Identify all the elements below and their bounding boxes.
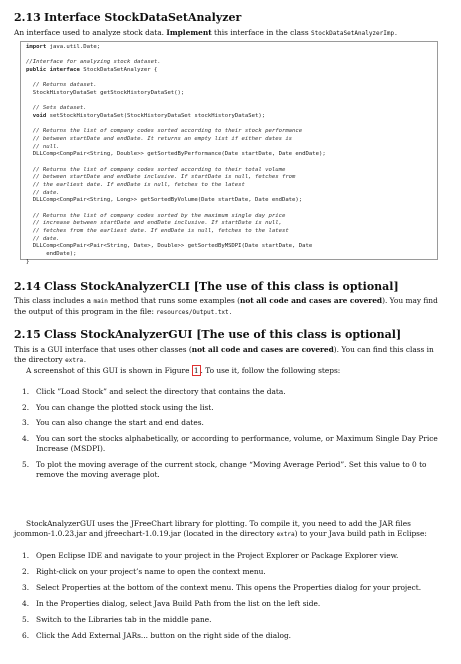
code-comment: // Returns the list of company codes sorted according to their total volume	[26, 166, 286, 173]
code-comment: // between startDate and endDate inclusive. If startDate is null, fetches from	[26, 174, 296, 181]
intro-text: An interface used to analyze stock data.	[14, 28, 164, 37]
code-text: DLLComp<CompPair<Pair<String, Date>, Double>> getSortedByMSDPI(Date startDate, Date	[26, 243, 313, 250]
list-item-number: 1.	[22, 551, 30, 560]
code-comment: // date.	[26, 235, 60, 242]
section-number: 2.14	[14, 280, 41, 293]
section-title: Class StockAnalyzerCLI [The use of this class is optional]	[44, 280, 399, 293]
list-item-text: Right-click on your project’s name to open the context menu.	[36, 566, 266, 576]
list-item	[14, 583, 446, 593]
inline-code-extra: extra	[276, 531, 295, 539]
code-listing	[20, 41, 438, 265]
code-comment: // Sets dataset.	[26, 105, 87, 112]
inline-code-file: resources/Output.txt.	[156, 309, 233, 317]
code-comment: // null.	[26, 143, 60, 150]
paragraph-bold: not all code and cases are covered	[191, 345, 334, 354]
paragraph-text-3: ). You may find the output of this program in the file:	[14, 296, 438, 317]
code-line	[26, 144, 432, 152]
section-number: 2.15	[14, 328, 41, 341]
list-item-text: You can change the plotted stock using the list.	[36, 402, 214, 412]
code-text: }	[26, 258, 30, 265]
code-line	[26, 105, 432, 113]
paragraph-text: StockAnalyzerGUI uses the JFreeChart library for plotting. To compile it, you need to add the JAR files jcommon-1.0.23.jar and jfreechart-1.0.19.jar (located in the directory	[14, 519, 411, 539]
list-item	[14, 551, 446, 561]
section-2-14-paragraph	[14, 296, 446, 319]
list-item	[14, 460, 446, 481]
list-item	[14, 418, 446, 428]
list-item	[14, 615, 446, 625]
list-item	[14, 434, 446, 455]
list-item-number: 3.	[22, 582, 30, 592]
section-heading-2-13	[14, 11, 241, 24]
gui-steps-list	[14, 387, 446, 481]
code-line	[26, 90, 432, 98]
section-heading-2-15	[14, 328, 401, 341]
list-item-number: 5.	[22, 614, 30, 624]
code-line	[26, 220, 432, 228]
code-line	[26, 182, 432, 190]
code-line	[26, 151, 432, 159]
list-item-text: Click ”Load Stock” and select the directory that contains the data.	[36, 387, 286, 396]
code-text: java.util.Date;	[46, 44, 101, 50]
code-keyword: public interface	[26, 67, 80, 74]
list-item-number: 2.	[22, 402, 30, 412]
code-line	[26, 113, 432, 121]
list-item-text: Open Eclipse IDE and navigate to your project in the Project Explorer or Package Explorer view.	[36, 551, 399, 560]
paragraph-bold: not all code and cases are covered	[239, 296, 383, 305]
section-2-13-intro	[14, 28, 446, 39]
list-item-text: To plot the moving average of the current stock, change “Moving Average Period”. Set this value to 0 to remove the moving average plot.	[36, 459, 427, 480]
list-item-number: 2.	[22, 566, 30, 576]
code-comment: // Returns the list of company codes sorted by the maximum single day price	[26, 212, 286, 219]
code-comment: // date.	[26, 189, 60, 196]
code-line	[26, 213, 432, 221]
code-text: StockHistoryDataSet getStockHistoryDataSet();	[26, 90, 185, 97]
list-item-number: 5.	[22, 459, 30, 469]
list-item-text: Switch to the Libraries tab in the middle pane.	[36, 614, 212, 624]
figure-reference-link[interactable]: 1	[193, 366, 199, 375]
list-item-number: 6.	[22, 630, 30, 640]
paragraph-text-2: . To use it, follow the following steps:	[200, 366, 341, 375]
list-item	[14, 567, 446, 577]
section-2-15-paragraph-3	[14, 519, 446, 541]
code-line	[26, 128, 432, 136]
list-item-text: In the Properties dialog, select Java Build Path from the list on the left side.	[36, 598, 321, 608]
code-line	[26, 44, 432, 52]
section-heading-2-14	[14, 280, 399, 293]
code-line	[26, 228, 432, 236]
paragraph-text: A screenshot of this GUI is shown in Figure	[26, 366, 190, 375]
code-line	[26, 98, 432, 106]
code-line	[26, 67, 432, 75]
code-text: setStockHistoryDataSet(StockHistoryDataSet stockHistoryDataSet);	[46, 113, 266, 120]
code-line	[26, 251, 432, 259]
list-item	[14, 599, 446, 609]
paragraph-text: This is a GUI interface that uses other classes (	[14, 345, 192, 354]
inline-code-extra: extra.	[65, 357, 87, 365]
paragraph-text-2: method that runs some examples (	[110, 296, 240, 305]
code-line	[26, 190, 432, 198]
code-comment: // Returns dataset.	[26, 82, 97, 89]
section-number: 2.13	[14, 11, 41, 24]
code-line	[26, 52, 432, 60]
list-item	[14, 631, 446, 641]
list-item-text: You can also change the start and end dates.	[36, 418, 204, 428]
section-title: Class StockAnalyzerGUI [The use of this class is optional]	[44, 328, 402, 341]
section-title: Interface StockDataSetAnalyzer	[44, 11, 242, 24]
code-text: DLLComp<CompPair<String, Double>> getSortedByPerformance(Date startDate, Date endDate);	[26, 151, 326, 158]
code-text	[26, 113, 33, 119]
list-item	[14, 403, 446, 413]
paragraph-text-2: ) to your Java build path in Eclipse:	[294, 529, 427, 539]
code-keyword: void	[32, 113, 47, 120]
section-2-15-paragraph-2	[14, 366, 446, 376]
list-item	[14, 387, 446, 397]
paragraph-text: This class includes a	[14, 296, 92, 305]
code-line	[26, 197, 432, 205]
code-line	[26, 136, 432, 144]
intro-class-name: StockDataSetAnalyzerImp.	[311, 30, 398, 37]
list-item-text: Select Properties at the bottom of the context menu. This opens the Properties dialog for your project.	[36, 582, 422, 592]
inline-code-main: main	[93, 298, 108, 305]
list-item-number: 3.	[22, 418, 30, 428]
list-item-number: 4.	[22, 433, 30, 443]
code-line	[26, 236, 432, 244]
code-line	[26, 205, 432, 213]
list-item-text: You can sort the stocks alphabetically, or according to performance, volume, or Maximum Single Day Price Increase (MSDPI).	[36, 433, 438, 454]
code-text: StockDataSetAnalyzer {	[79, 67, 158, 74]
eclipse-steps-list	[14, 551, 446, 646]
code-comment: //Interface for analyzing stock dataset.	[26, 59, 161, 66]
paragraph-text-2: ). You can find this class in the directory	[14, 345, 434, 365]
section-2-15-paragraph-1	[14, 345, 446, 367]
code-comment: // between startDate and endDate. It returns an empty list if either dates is	[26, 136, 293, 143]
code-line	[26, 243, 432, 251]
code-keyword: import	[26, 44, 47, 50]
code-text: DLLComp<CompPair<String, Long>> getSortedByVolume(Date startDate, Date endDate);	[26, 197, 303, 204]
intro-text-2: this interface in the class	[213, 28, 309, 37]
code-comment: // Returns the list of company codes sorted according to their stock performance	[26, 128, 303, 135]
list-item-number: 4.	[22, 598, 30, 608]
list-item-number: 1.	[22, 387, 30, 396]
code-line	[26, 75, 432, 83]
code-line	[26, 59, 432, 67]
code-line	[26, 159, 432, 167]
intro-bold: Implement	[166, 28, 212, 37]
code-line	[26, 121, 432, 129]
code-line	[26, 82, 432, 90]
code-comment: // the earliest date. If endDate is null, fetches to the latest	[26, 182, 245, 189]
code-text: endDate);	[26, 251, 77, 258]
code-line	[26, 259, 432, 267]
code-line	[26, 174, 432, 182]
list-item-text: Click the Add External JARs... button on the right side of the dialog.	[36, 630, 292, 640]
code-comment: // fetches from the earliest date. If endDate is null, fetches to the latest	[26, 228, 289, 235]
code-comment: // increase between startDate and endDate inclusive. If startDate is null,	[26, 220, 282, 227]
code-line	[26, 167, 432, 175]
